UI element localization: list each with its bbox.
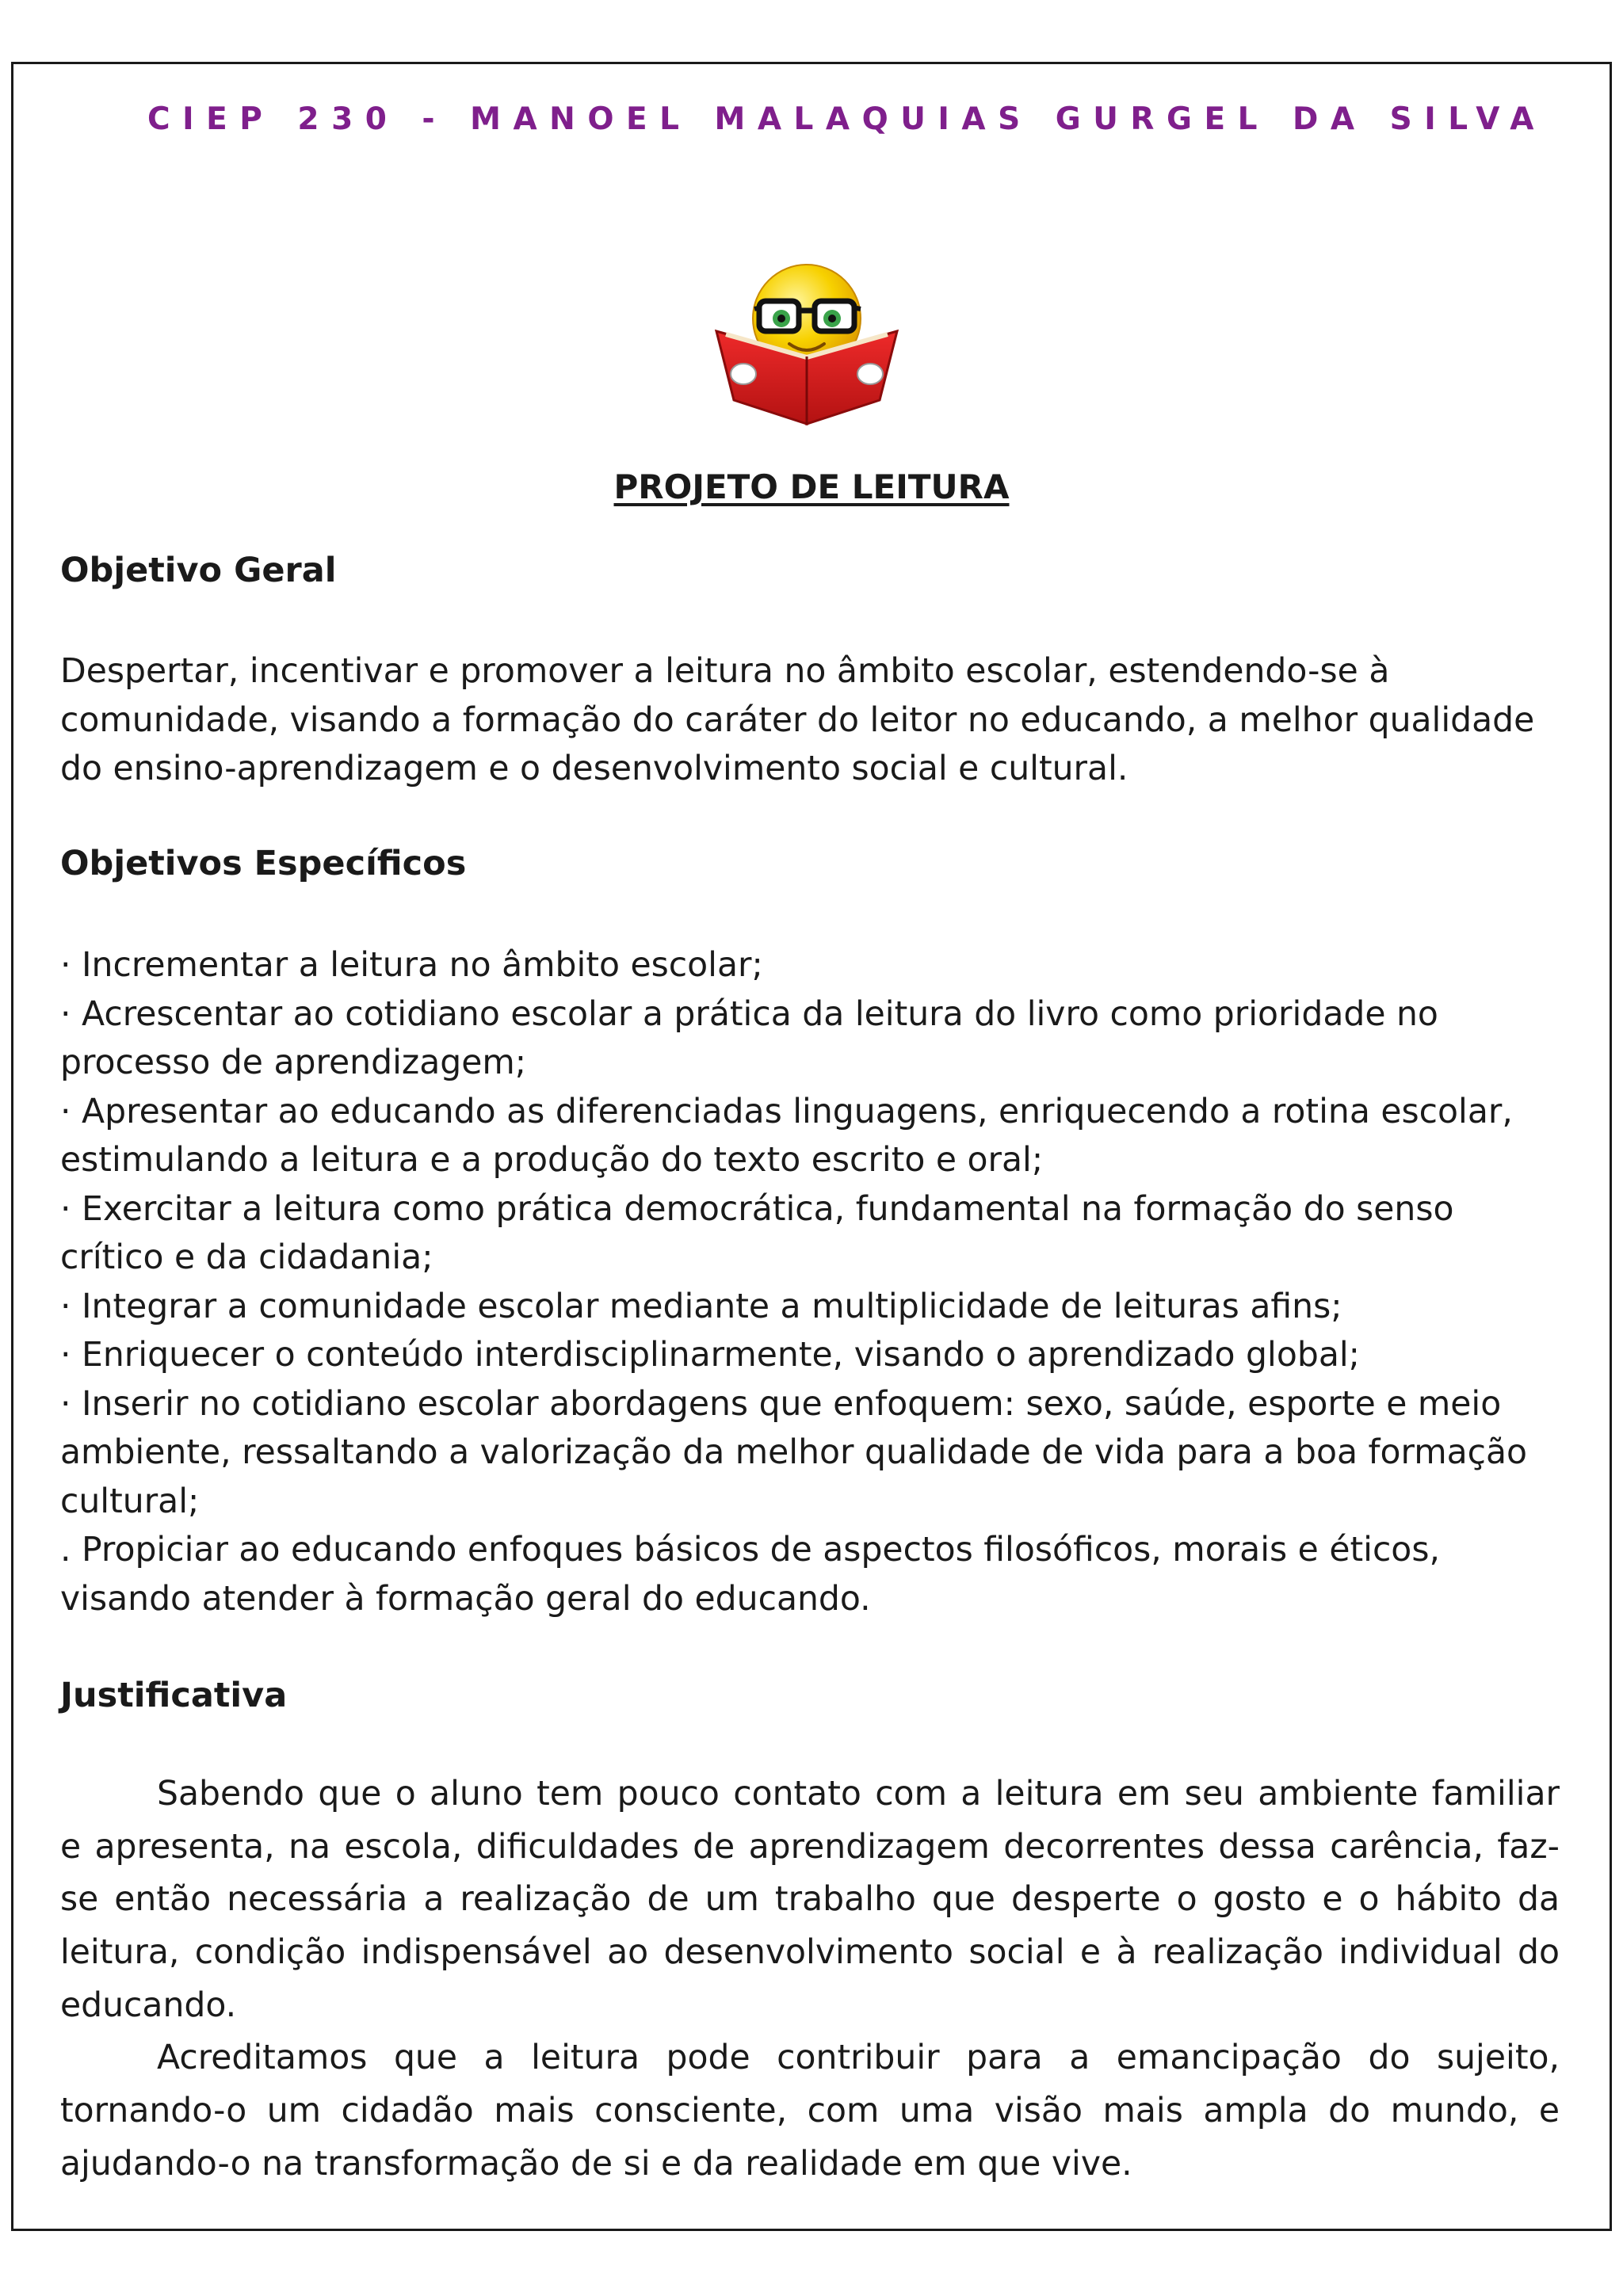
list-item: cultural; — [60, 1482, 200, 1521]
text-line: ajudando-o na transformação de si e da realidade em que vive. — [60, 2144, 1132, 2183]
heading-objetivo-geral: Objetivo Geral — [60, 551, 337, 590]
list-item: · Integrar a comunidade escolar mediante a multiplicidade de leituras afins; — [60, 1287, 1342, 1326]
text-line: comunidade, visando a formação do caráter do leitor no educando, a melhor qualidade — [60, 700, 1535, 740]
heading-justificativa: Justificativa — [60, 1676, 288, 1715]
objetivos-especificos-list — [60, 941, 1566, 1623]
text-line: do ensino-aprendizagem e o desenvolvimento social e cultural. — [60, 749, 1128, 788]
text-line: educando. — [60, 1985, 237, 2025]
document-title: PROJETO DE LEITURA — [613, 467, 1010, 506]
smiley-reading-book-icon — [710, 261, 903, 428]
list-item: ambiente, ressaltando a valorização da melhor qualidade de vida para a boa formação — [60, 1433, 1528, 1472]
list-item: . Propiciar ao educando enfoques básicos de aspectos filosóficos, morais e éticos, — [60, 1531, 1440, 1569]
text-line: se então necessária a realização de um trabalho que desperte o gosto e o hábito da — [60, 1880, 1560, 1920]
list-item: processo de aprendizagem; — [60, 1043, 527, 1082]
justificativa-text — [60, 1768, 1560, 2191]
text-line: leitura, condição indispensável ao desenvolvimento social e à realização individual do — [60, 1933, 1560, 1973]
list-item: estimulando a leitura e a produção do texto escrito e oral; — [60, 1141, 1044, 1180]
objetivo-geral-text — [60, 647, 1566, 794]
text-line: Acreditamos que a leitura pode contribuir para a emancipação do sujeito, — [157, 2039, 1560, 2078]
list-item: · Apresentar ao educando as diferenciadas linguagens, enriquecendo a rotina escolar, — [60, 1092, 1513, 1131]
list-item: · Exercitar a leitura como prática democrática, fundamental na formação do senso — [60, 1189, 1454, 1229]
text-line: tornando-o um cidadão mais consciente, com uma visão mais ampla do mundo, e — [60, 2092, 1560, 2131]
text-line: Despertar, incentivar e promover a leitura no âmbito escolar, estendendo-se à — [60, 652, 1390, 691]
list-item: · Enriquecer o conteúdo interdisciplinarmente, visando o aprendizado global; — [60, 1336, 1360, 1375]
list-item: visando atender à formação geral do educando. — [60, 1579, 871, 1619]
list-item: · Inserir no cotidiano escolar abordagens que enfoquem: sexo, saúde, esporte e meio — [60, 1384, 1502, 1424]
list-item: · Incrementar a leitura no âmbito escolar; — [60, 946, 763, 985]
text-line: e apresenta, na escola, dificuldades de aprendizagem decorrentes dessa carência, faz- — [60, 1827, 1560, 1867]
text-line: Sabendo que o aluno tem pouco contato com a leitura em seu ambiente familiar — [157, 1775, 1560, 1814]
heading-objetivos-especificos: Objetivos Específicos — [60, 844, 467, 883]
list-item: crítico e da cidadania; — [60, 1238, 433, 1277]
school-name: CIEP 230 - MANOEL MALAQUIAS GURGEL DA SILVA — [147, 101, 1546, 137]
list-item: · Acrescentar ao cotidiano escolar a prática da leitura do livro como prioridade no — [60, 994, 1438, 1034]
